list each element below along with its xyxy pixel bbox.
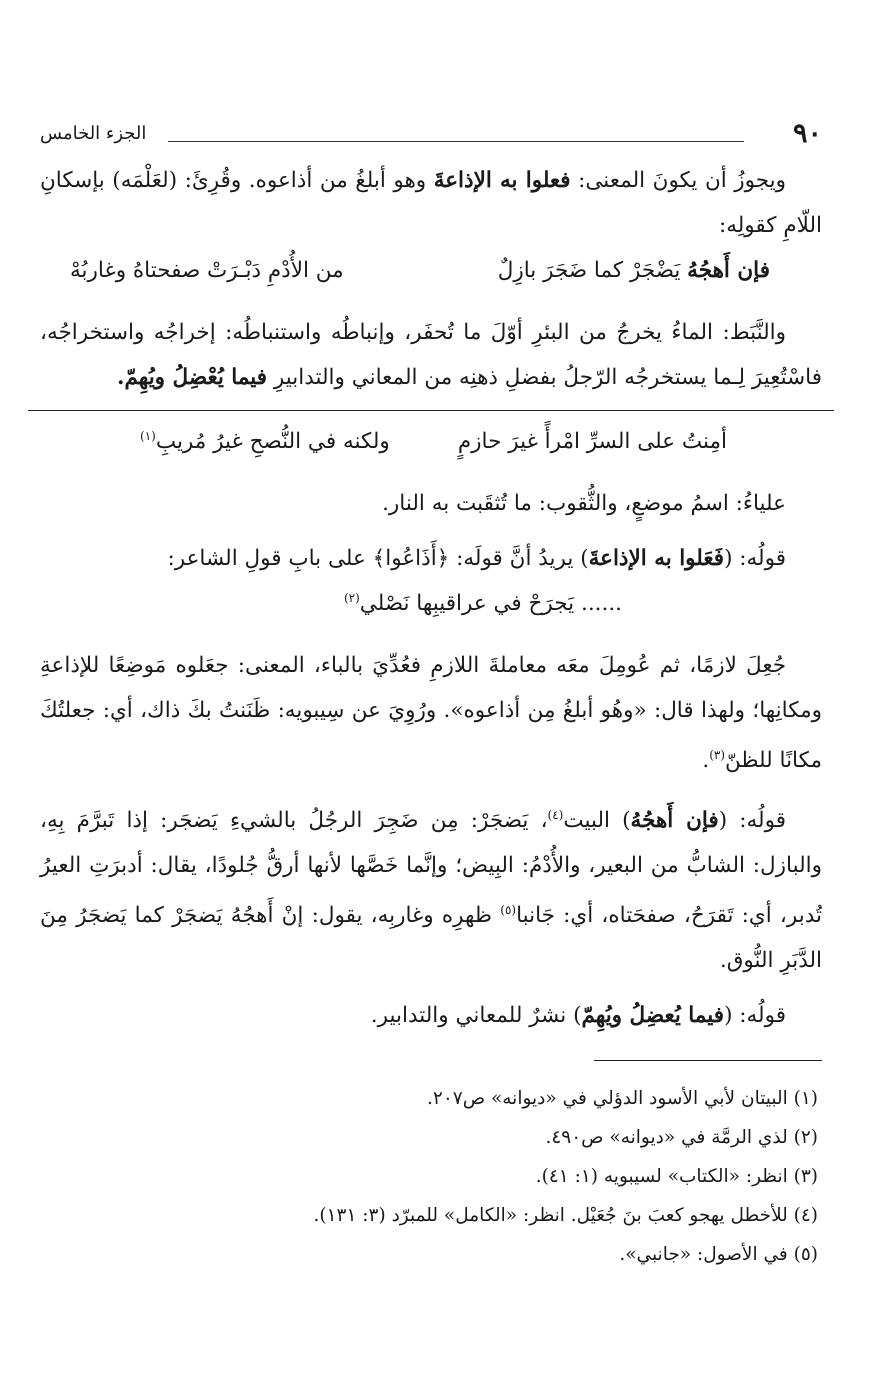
text-run: ، يَضجَرْ: مِن ضَجِرَ الرجُلُ بالشيءِ يَضجَر: إذا تَبرَّمَ بِهِ، والبازل: الشابُّ من البعير، والأُدْمُ: البِيض؛ وإنَّما خَصَّها لأنها أرقُّ جُلودًا، يقال: أدبرَتِ العيرُ تُدبر، أي: تَقرَحُ، صفحَتاه، أي: جَانبا [40, 808, 822, 929]
footnotes [40, 1079, 822, 1274]
text-run: ولكنه في النُّصحِ غيرُ مُريبِ [155, 429, 390, 455]
text-run: ) يريدُ أنَّ قولَه: ﴿أَذَاعُوا﴾ على بابِ قولِ الشاعر: [167, 546, 589, 571]
header-rule [168, 141, 744, 142]
bold-run: فإن أَهجُهُ [687, 258, 770, 283]
verse-fragment [344, 591, 622, 616]
footnote-ref: (١) [140, 429, 156, 443]
main-paragraph-2 [40, 310, 822, 400]
page-number: ٩٠ [792, 118, 822, 149]
verse-2 [40, 419, 822, 481]
footnote-ref: (٣) [709, 748, 726, 762]
section-separator [28, 410, 834, 411]
text-run: قولُه: ( [718, 808, 786, 834]
text-run: ويجوزُ أن يكونَ المعنى: [570, 168, 786, 193]
footnote-5: (٥) في الأصول: «جانبي». [619, 1244, 818, 1266]
verse-hemistich-2 [140, 429, 390, 454]
bold-run: فيما يُعضِلُ ويُهِمّ [581, 1003, 725, 1029]
bold-run: فإن أَهجُهُ [630, 808, 719, 834]
verse-hemistich-1 [498, 258, 770, 283]
commentary-paragraph-1: علياءُ: اسمُ موضعٍ، والثُّقوب: ما تُثقَبت به النار. [382, 491, 786, 516]
verse-1 [40, 248, 822, 310]
commentary-paragraph-3 [40, 643, 822, 783]
footnote-ref: (٢) [343, 591, 360, 605]
footnote-4: (٤) للأخطل يهجو كعبَ بنَ جُعَيْل. انظر: «الكامل» للمبرّد (٣: ١٣١). [313, 1205, 818, 1227]
commentary-paragraph-5 [40, 993, 822, 1038]
spacer [40, 783, 822, 793]
running-title: الجزء الخامس [40, 123, 147, 144]
running-head [40, 110, 822, 158]
footnote-ref: (٥) [500, 903, 517, 918]
verse-3 [40, 581, 822, 643]
spacer [40, 983, 822, 993]
bold-run: فيما يُعْضِلُ ويُهِمّ. [116, 365, 268, 390]
text-run: وهو أبلغُ من أذاعوه. وقُرِئَ: (لعَلْمَه) بإسكانِ اللّامِ كقولِه: [40, 168, 822, 238]
text-run: يَضْجَرْ كما ضَجَرَ بازِلٌ [497, 258, 688, 283]
bold-run: فعلوا به الإذاعةَ [433, 168, 571, 193]
text-run: ...... يَجرَحْ في عراقيبِها نَصْلي [359, 591, 622, 617]
footnote-ref: (٤) [547, 808, 564, 823]
text-run: ) البيت [563, 808, 631, 834]
verse-hemistich-1: أمِنتُ على السرِّ امْرأً غيرَ حازمٍ [457, 429, 727, 454]
text-run: ) نشرٌ للمعاني والتدابير. [370, 1003, 582, 1029]
verse-hemistich-2: من الأُدْمِ دَبْـرَتْ صفحتاهُ وغاربُهْ [70, 258, 344, 283]
text-run: ظهرِه وغاربِه، يقول: إنْ أَهجُهُ يَضجَرْ كما يَضجَرُ مِنَ الدَّبَرِ النُّوق. [40, 903, 822, 974]
commentary-paragraph-4 [40, 793, 822, 983]
text-run: قولُه: ( [724, 1003, 786, 1029]
spacer [40, 526, 822, 536]
commentary-paragraph-2 [40, 536, 822, 581]
page [40, 110, 822, 1274]
text-run: قولُه: ( [724, 546, 786, 571]
main-paragraph-1 [40, 158, 822, 248]
text-run: والنَّبَط: الماءُ يخرجُ من البئرِ أوّلَ ما تُحفَر، وإنباطُه واستنباطُه: إخراجُه واستخراجُه، فاسْتُعِيرَ لِـما يستخرجُه الرّجلُ بفضلِ ذهنِه من المعاني والتدابيرِ [40, 320, 822, 390]
bold-run: فَعَلوا به الإذاعةَ [588, 546, 725, 571]
footnote-separator [594, 1060, 822, 1061]
footnote-3: (٣) انظر: «الكتاب» لسيبويه (١: ٤١). [535, 1166, 818, 1188]
text-run: جُعِلَ لازمًا، ثم عُومِلَ معَه معاملةَ اللازمِ فعُدِّيَ بالباء، المعنى: جعَلوه مَوضِعًا للإذاعةِ ومكانِها؛ ولهذا قال: «وهُو أبلغُ مِن أذاعوه». ورُوِيَ عن سِيبويه: ظَنَنتُ بكَ ذاك، أي: جعلتُكَ مكانًا للظنّ [40, 653, 822, 774]
footnote-1: (١) البيتان لأبي الأسود الدؤلي في «ديوانه» ص٢٠٧. [427, 1088, 818, 1110]
footnote-2: (٢) لذي الرمَّة في «ديوانه» ص٤٩٠. [545, 1127, 818, 1149]
text-run: . [702, 748, 710, 774]
